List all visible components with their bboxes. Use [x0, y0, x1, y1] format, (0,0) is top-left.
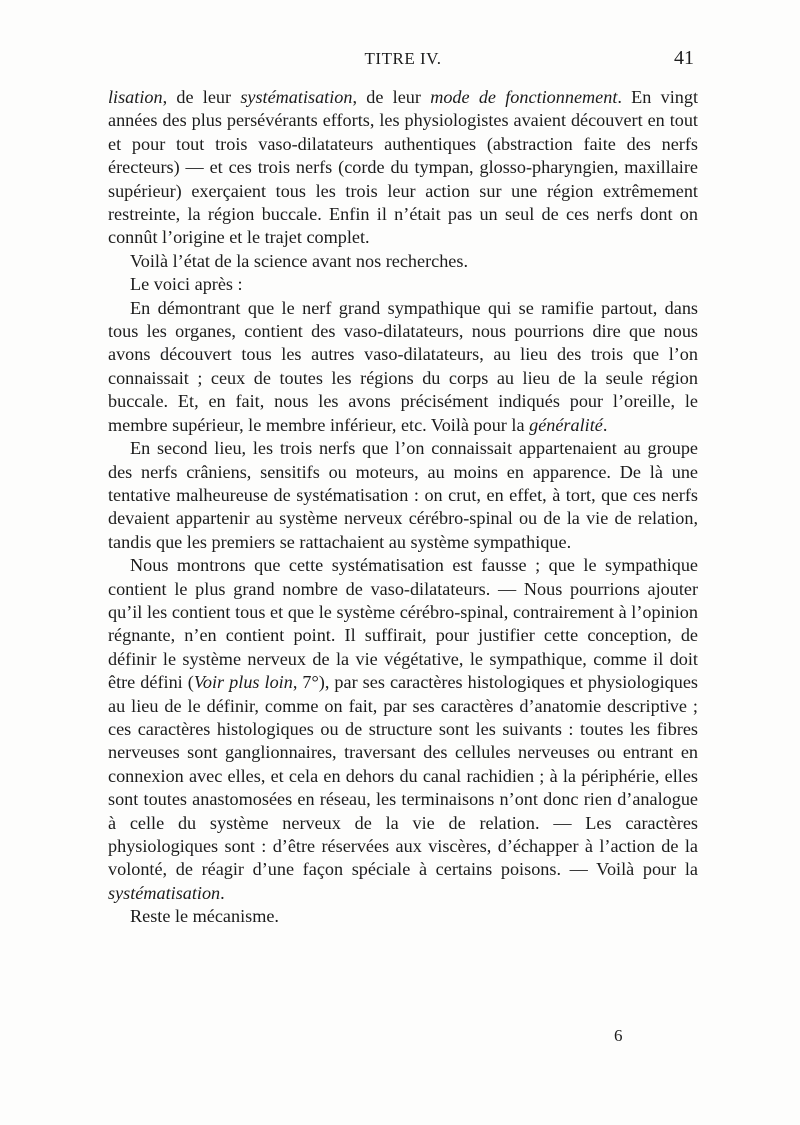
- body-text: [108, 86, 698, 929]
- text-italic: Voir plus loin: [193, 672, 293, 693]
- text-span: . En vingt années des plus persévérants efforts, les physiologistes avaient découvert en tout et pour tout trois vaso-dilatateurs authentiques (abstraction faite des nerfs érecteurs) — et ces trois nerfs (corde du tympan, glosso-pharyngien, maxillaire supérieur) exerçaient tous les trois leur action sur une région extrêmement restreinte, la région buccale. Enfin il n’était pas un seul de ces nerfs dont on connût l’origine et le trajet complet.: [108, 87, 699, 248]
- running-title: TITRE IV.: [364, 49, 442, 68]
- text-italic: généralité: [529, 414, 603, 435]
- text-span: , 7°), par ses caractères histologiques et physiologiques au lieu de le définir, comme on fait, par ses caractères d’anatomie descriptive ; ces caractères histologiques ou de structure sont les suivants : toutes les fibres nerveuses sont ganglionnaires, traversant des cellules nerveuses ou entrant en connexion avec elles, et cela en dehors du canal rachidien ; à la périphérie, elles sont toutes anastomosées en réseau, les terminaisons n’ont donc rien d’analogue à celle du système nerveux de la vie de relation. — Les caractères physiologiques sont : d’être réservées aux viscères, d’échapper à l’action de la volonté, de réagir d’une façon spéciale à certains poisons. — Voilà pour la: [108, 672, 698, 880]
- text-italic: systématisation: [108, 882, 221, 903]
- paragraph-continuation: [108, 86, 698, 250]
- text-italic: lisation: [108, 87, 163, 107]
- text-span: , de leur: [352, 87, 431, 107]
- text-span: Le voici après :: [130, 274, 243, 295]
- paragraph: [108, 437, 698, 554]
- paragraph: [108, 250, 698, 273]
- text-italic: systématisation: [240, 87, 353, 107]
- text-span: Reste le mécanisme.: [130, 906, 279, 927]
- paragraph: [108, 905, 698, 928]
- text-italic: mode de fonctionnement: [430, 87, 618, 107]
- text-span: En démontrant que le nerf grand sympathique qui se ramifie partout, dans tous les organes, contient des vaso-dilatateurs, nous pourrions dire que nous avons découvert tous les autres vaso-dilatateurs, au lieu des trois que l’on connaissait ; ceux de toutes les régions du corps au lieu de la seule région buccale. Et, en fait, nous les avons précisément indiqués pour l’oreille, le membre supérieur, le membre inférieur, etc. Voilà pour la: [108, 297, 698, 435]
- text-span: En second lieu, les trois nerfs que l’on connaissait appartenaient au groupe des nerfs crâniens, sensitifs ou moteurs, au moins en apparence. De là une tentative malheureuse de systématisation : on crut, en effet, à tort, que ces nerfs devaient appartenir au système nerveux cérébro-spinal ou de la vie de relation, tandis que les premiers se rattachaient au système sympathique.: [108, 438, 698, 552]
- text-span: , de leur: [162, 87, 241, 107]
- paragraph: [108, 297, 698, 437]
- running-head: [108, 47, 698, 73]
- page-number: 41: [674, 47, 694, 69]
- paragraph: [108, 273, 698, 296]
- text-span: .: [220, 882, 225, 903]
- paragraph: [108, 554, 698, 905]
- text-span: Nous montrons que cette systématisation est fausse ; que le sympathique contient le plus grand nombre de vaso-dilatateurs. — Nous pourrions ajouter qu’il les contient tous et que le système cérébro-spinal, contrairement à l’opinion régnante, n’en contient point. Il suffirait, pour justifier cette conception, de définir le système nerveux de la vie végétative, le sympathique, comme il doit être défini (: [108, 555, 698, 693]
- text-span: Voilà l’état de la science avant nos recherches.: [130, 250, 468, 271]
- text-span: .: [602, 414, 608, 435]
- signature-mark: 6: [614, 1026, 623, 1045]
